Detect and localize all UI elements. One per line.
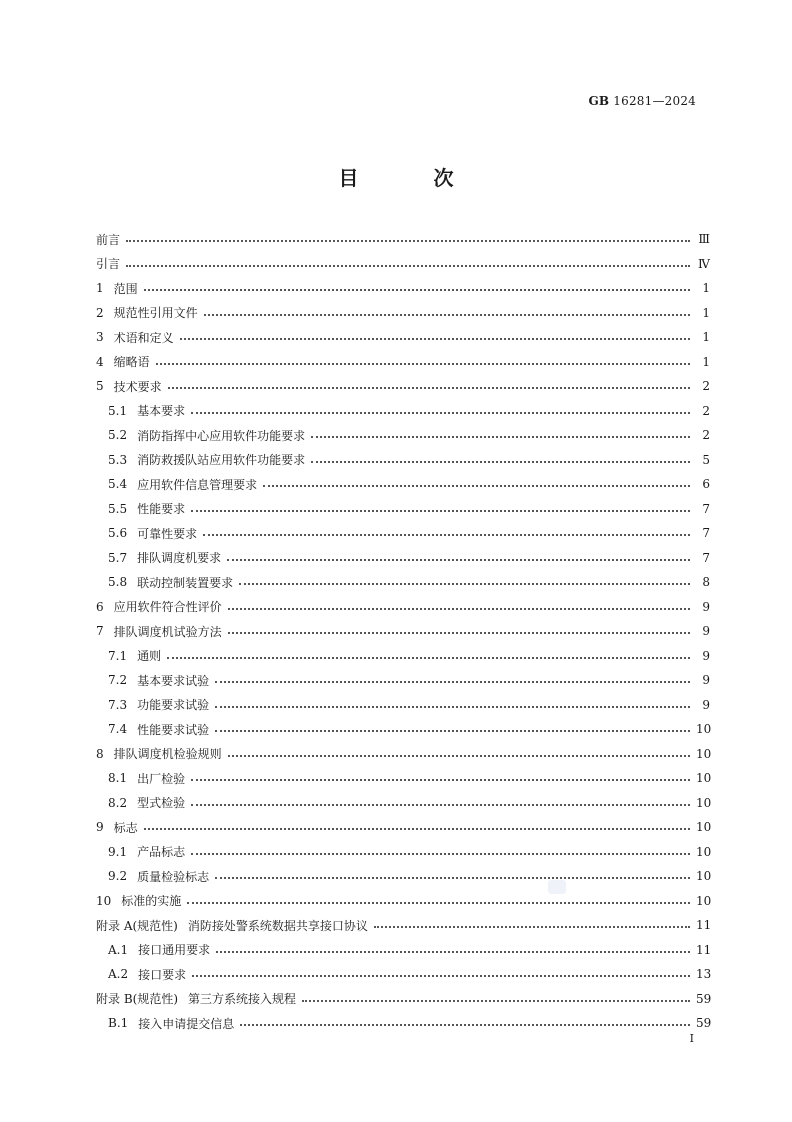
page-number: I (689, 1032, 694, 1045)
toc-entry[interactable] (96, 252, 710, 277)
toc-entry-title: 标准的实施 (121, 894, 182, 909)
toc-entry-number: 5.4 (108, 477, 128, 492)
toc-entry-title: 排队调度机试验方法 (113, 624, 222, 639)
toc-entry[interactable] (96, 644, 710, 669)
toc-entry-number: 5.6 (108, 526, 128, 541)
toc-entry-title: 可靠性要求 (137, 526, 198, 541)
toc-entry[interactable] (96, 570, 710, 595)
toc-entry-page: 9 (702, 624, 710, 639)
standard-prefix: GB (588, 94, 610, 108)
toc-entry-number: 1 (96, 281, 104, 296)
toc-entry[interactable] (96, 840, 710, 865)
toc-entry-title: 范围 (113, 281, 138, 296)
toc-entry[interactable] (96, 668, 710, 693)
toc-entry-page: 9 (702, 697, 710, 712)
toc-entry-page: 10 (696, 771, 712, 786)
toc-entry-number: 7.2 (108, 673, 128, 688)
toc-entry[interactable] (96, 521, 710, 546)
toc-dot-leader (180, 326, 690, 340)
toc-entry-page: 7 (702, 550, 710, 565)
toc-entry-title: 消防接处警系统数据共享接口协议 (187, 918, 368, 933)
toc-dot-leader (215, 718, 690, 732)
toc-entry-title: 性能要求 (137, 502, 186, 517)
toc-dot-leader (302, 988, 690, 1002)
toc-entry-page: 9 (702, 648, 710, 663)
toc-entry-number: 2 (96, 305, 104, 320)
toc-entry-number: 9 (96, 820, 104, 835)
toc-dot-leader (228, 743, 690, 757)
toc-dot-leader (215, 865, 690, 879)
toc-entry-page: 2 (702, 379, 710, 394)
toc-entry-title: 通则 (137, 649, 162, 664)
toc-entry[interactable] (96, 864, 710, 889)
toc-dot-leader (191, 841, 690, 855)
toc-entry-page: 11 (696, 918, 712, 933)
toc-entry[interactable] (96, 962, 710, 987)
toc-entry-number: 6 (96, 599, 104, 614)
toc-entry-page: 6 (702, 477, 710, 492)
toc-entry[interactable] (96, 693, 710, 718)
watermark-icon (548, 880, 566, 894)
toc-entry-title: 基本要求试验 (137, 673, 210, 688)
toc-dot-leader (228, 620, 690, 634)
toc-dot-leader (144, 277, 690, 291)
toc-entry-title: 技术要求 (113, 379, 162, 394)
toc-entry-page: 7 (702, 501, 710, 516)
toc-entry-number: 7.3 (108, 697, 128, 712)
toc-dot-leader (192, 963, 690, 977)
toc-entry[interactable] (96, 472, 710, 497)
toc-entry-number: 8 (96, 746, 104, 761)
toc-entry-title: 排队调度机检验规则 (113, 747, 222, 762)
toc-entry-number: 5.5 (108, 501, 128, 516)
toc-dot-leader (191, 400, 690, 414)
toc-entry[interactable] (96, 766, 710, 791)
toc-entry-title: 应用软件信息管理要求 (137, 477, 258, 492)
toc-entry-page: 10 (696, 844, 712, 859)
toc-dot-leader (191, 498, 690, 512)
toc-entry[interactable] (96, 546, 710, 571)
standard-number: 16281—2024 (613, 94, 696, 108)
toc-entry[interactable] (96, 717, 710, 742)
toc-entry[interactable] (96, 448, 710, 473)
toc-entry-number: A.2 (108, 967, 129, 982)
toc-dot-leader (167, 645, 690, 659)
toc-entry[interactable] (96, 791, 710, 816)
toc-entry-title: 规范性引用文件 (113, 306, 198, 321)
toc-entry-number: 3 (96, 330, 104, 345)
toc-entry-title: 缩略语 (113, 355, 150, 370)
standard-code (588, 94, 696, 108)
toc-entry-title: 标志 (113, 820, 138, 835)
toc-entry-page: 10 (696, 869, 712, 884)
toc-entry-page: 10 (696, 893, 712, 908)
toc-dot-leader (191, 792, 690, 806)
toc-dot-leader (311, 449, 690, 463)
toc-entry-page: Ⅲ (698, 232, 710, 247)
toc-dot-leader (228, 596, 690, 610)
toc-entry-page: 1 (702, 281, 710, 296)
toc-entry-title: 引言 (96, 257, 121, 272)
toc-entry-page: 2 (702, 428, 710, 443)
toc-entry[interactable] (96, 227, 710, 252)
table-of-contents (96, 227, 710, 1036)
toc-entry[interactable] (96, 301, 710, 326)
toc-entry-number: 5.8 (108, 575, 128, 590)
toc-entry-number: 8.1 (108, 771, 128, 786)
toc-entry-number: 5.3 (108, 452, 128, 467)
toc-entry-title: 基本要求 (137, 404, 186, 419)
toc-entry[interactable] (96, 350, 710, 375)
toc-dot-leader (240, 1012, 690, 1026)
toc-entry[interactable] (96, 987, 710, 1012)
toc-entry-page: 8 (702, 575, 710, 590)
toc-entry[interactable] (96, 619, 710, 644)
toc-entry-page: 59 (696, 991, 712, 1006)
toc-entry[interactable] (96, 399, 710, 424)
toc-dot-leader (144, 816, 690, 830)
toc-dot-leader (374, 914, 690, 928)
toc-entry-number: 4 (96, 354, 104, 369)
toc-entry[interactable] (96, 1011, 710, 1036)
toc-entry-page: 10 (696, 795, 712, 810)
toc-entry-title: 功能要求试验 (137, 698, 210, 713)
toc-entry-page: 10 (696, 722, 712, 737)
toc-entry[interactable] (96, 913, 710, 938)
toc-entry-number: 7.4 (108, 722, 128, 737)
toc-entry-title: 产品标志 (137, 845, 186, 860)
toc-entry-title: 出厂检验 (137, 771, 186, 786)
toc-entry-title: 第三方系统接入规程 (188, 992, 297, 1007)
toc-entry[interactable] (96, 276, 710, 301)
toc-dot-leader (216, 939, 690, 953)
toc-entry-number: 附录 B(规范性) (96, 992, 178, 1007)
toc-entry[interactable] (96, 497, 710, 522)
toc-entry-number: 9.1 (108, 844, 128, 859)
toc-dot-leader (311, 424, 690, 438)
toc-entry-page: 11 (696, 942, 712, 957)
toc-entry-page: Ⅳ (698, 256, 710, 271)
toc-entry-page: 7 (702, 526, 710, 541)
toc-entry-number: 附录 A(规范性) (96, 918, 178, 933)
toc-entry-page: 2 (702, 403, 710, 418)
toc-entry-title: 接口通用要求 (138, 943, 211, 958)
toc-dot-leader (239, 571, 690, 585)
toc-entry-number: 5.7 (108, 550, 128, 565)
toc-dot-leader (215, 669, 690, 683)
toc-entry-title: 接入申请提交信息 (138, 1016, 235, 1031)
toc-entry-title: 前言 (96, 232, 121, 247)
toc-entry[interactable] (96, 742, 710, 767)
toc-entry-title: 联动控制装置要求 (137, 575, 234, 590)
toc-entry-number: 9.2 (108, 869, 128, 884)
toc-entry-page: 13 (696, 967, 712, 982)
toc-dot-leader (204, 302, 690, 316)
toc-entry-number: 10 (96, 893, 112, 908)
toc-entry-title: 消防救援队站应用软件功能要求 (137, 453, 306, 468)
toc-entry-number: 5.2 (108, 428, 128, 443)
toc-entry-number: 8.2 (108, 795, 128, 810)
toc-entry-title: 型式检验 (137, 796, 186, 811)
toc-entry-number: 7 (96, 624, 104, 639)
toc-entry-page: 59 (696, 1016, 712, 1031)
toc-entry-title: 排队调度机要求 (137, 551, 222, 566)
toc-entry-number: B.1 (108, 1016, 129, 1031)
toc-entry-number: 5.1 (108, 403, 128, 418)
toc-entry-page: 10 (696, 746, 712, 761)
toc-entry-title: 质量检验标志 (137, 869, 210, 884)
page-title: 目 次 (338, 166, 488, 190)
toc-entry[interactable] (96, 889, 710, 914)
toc-dot-leader (126, 228, 690, 242)
toc-entry-page: 9 (702, 673, 710, 688)
toc-entry-number: 5 (96, 379, 104, 394)
toc-entry[interactable] (96, 595, 710, 620)
toc-entry-page: 1 (702, 354, 710, 369)
toc-entry[interactable] (96, 374, 710, 399)
toc-entry[interactable] (96, 938, 710, 963)
toc-entry-title: 应用软件符合性评价 (113, 600, 222, 615)
toc-dot-leader (156, 351, 690, 365)
toc-entry-title: 接口要求 (138, 967, 187, 982)
toc-dot-leader (191, 767, 690, 781)
toc-entry-title: 性能要求试验 (137, 722, 210, 737)
toc-dot-leader (203, 522, 690, 536)
toc-entry[interactable] (96, 423, 710, 448)
toc-dot-leader (227, 547, 690, 561)
toc-entry-number: 7.1 (108, 648, 128, 663)
toc-entry[interactable] (96, 325, 710, 350)
toc-entry-title: 术语和定义 (113, 330, 174, 345)
toc-entry[interactable] (96, 815, 710, 840)
toc-dot-leader (263, 473, 690, 487)
toc-entry-page: 5 (702, 452, 710, 467)
toc-entry-page: 1 (702, 330, 710, 345)
toc-entry-page: 1 (702, 305, 710, 320)
toc-entry-page: 9 (702, 599, 710, 614)
toc-dot-leader (187, 890, 690, 904)
toc-entry-page: 10 (696, 820, 712, 835)
toc-entry-title: 消防指挥中心应用软件功能要求 (137, 428, 306, 443)
toc-dot-leader (215, 694, 690, 708)
toc-entry-number: A.1 (108, 942, 129, 957)
toc-dot-leader (126, 253, 690, 267)
toc-dot-leader (168, 375, 690, 389)
